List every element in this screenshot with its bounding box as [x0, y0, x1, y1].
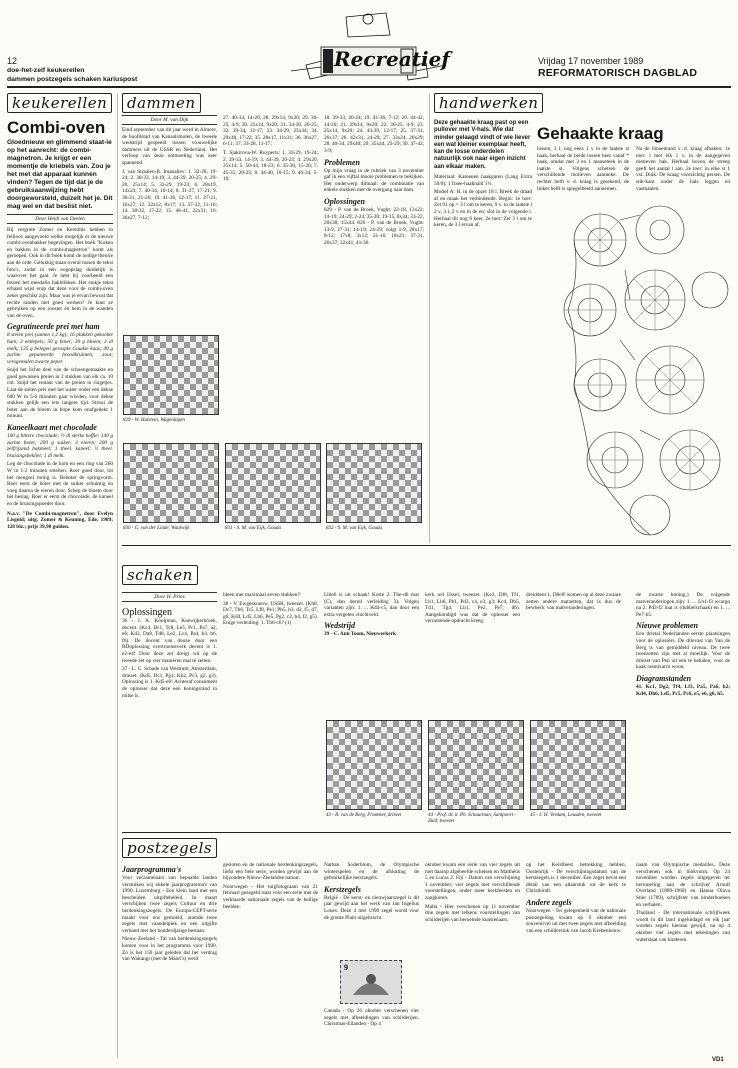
keukerellen-headline: Combi-oven	[7, 118, 106, 137]
postzegels-col3b-text: België - De kerst- en nieuwjaarszegel is dit jaar gewijd aan het werk van Jan Ingelius Loues. Deze 4 mei 1990 zegel wordt voor de groote Plain uitgebracht.	[324, 894, 419, 921]
postzegels-col3	[324, 862, 419, 921]
chess-board-44	[428, 720, 524, 810]
schaken-col5-text: de zwarte koning.) De volgende matveranderingen zijn: 1. ... Lh1-f3 wcargo na 2. Pd3-f2 mat is (dubbelschaak) en 1. ... Pe7-b5.	[636, 592, 730, 618]
dammen-col2	[223, 115, 318, 183]
postzegels-col5	[526, 862, 626, 934]
section-label-handwerken: handwerken	[434, 93, 543, 113]
dammen-sub-problemen: Problemen	[324, 157, 360, 167]
handwerken-body1: Materiaal: Katoenen haakgaren (Lang Extra 50/8); 1 fixee-haaknald 1½.	[434, 174, 532, 187]
dammen-col1b-text: J. van Straalen-B. Imanaliev: 1. 32-28, 19-24; 2. 38-33, 14-19; 3. 44-39, 20-25; 4. 29-20, 25x14; 5. 33-29, 19-23; 6. 28x19, 14x23; 7. 40-34, 10-14; 8. 31-27, 17-21; 9. 36-31, 21-26; 10. 41-36, 12-17; 11. 27-21, 16x27; 12. 32x12, 8x17; 13. 37-32, 11-16; 14. 38-32, 17-22; 15. 46-41, 22x31; 16. 36x27, 7-12;	[122, 168, 217, 221]
caption-44: 44 - Prof. dr. ir. Ph. Schuurman, Santpoort - Zuid, tweezet	[428, 813, 517, 824]
schaken-sub-oplossingen: Oplossingen	[122, 607, 172, 618]
dammen-col1	[122, 115, 217, 221]
schaken-col5	[636, 592, 730, 697]
postzegels-col5-text: op het Kerstfeest betrekking hebben. Oostenrijk - De verschijningsdatum van de kerstzegels is 1 december. Een zegel bevat een detail van een altaarstuk uit de kerk te Christkindl.	[526, 862, 626, 895]
postzegels-col3c-text: Canada - Op 26 oktober verschenen vier zegels met afbeeldingen van schilderijen. Christmas-Eilanden - Op 4	[324, 1008, 419, 1028]
chess-board-43	[326, 720, 422, 810]
dammen-solutions-text: 829 - P. van de Broek, Vught: 22-18, 13x22; 14-19; 24-29; 2-24, 35-20; 19-15, 8x34; 33-22, 20x38; 15x44. 826 - P. van de Broek, Vught: 13-9, 27-31; 14-19; 24-29; volgt 1-9, 28x17; 8-12; 17x8; 3x12; 21-16, 10x21; 37-31, 26x37; 32x41, 41-36.	[324, 206, 424, 246]
postzegels-sub-andere: Andere zegels	[526, 897, 572, 907]
draughts-board-832	[326, 443, 422, 523]
draughts-board-829	[123, 335, 219, 415]
schaken-col5b-text: Een drietal Nederlandse eerste plaatsingen voor de oplossers. De drievast van Van de Berg is van gemiddeld niveau. De twee tweezetten zijn met al moeilijk. Voor de driezet van Pen uit een te behalen, voor de kaak rasmixarrn woon.	[636, 631, 730, 671]
schaken-label-wrap	[122, 565, 198, 585]
schaken-top-rule	[122, 545, 731, 546]
dammen-col3	[324, 115, 424, 247]
keukerellen-body1: Bij vergrote Zomer en Kerstmis hebben in feilloos aangevoeld welke mogelijk er de nieuwe combi-ovenbakker begevingen. Het boek "Koken en bakken in de combi-magnetron" komt als geroepen. Ook in dit boek komt de nodige theorie aan de orde. Gelukkig staan overal tussen de tekst foto's, zodat in één oogopslag duidelijk is waarover het gaat. Je hebt bij voorbeeld een fotoen het mesdalin bakblikken. Het stukje tekst erbaast wijst erop dat deze voor de combi-oven zeker geschikt zijn. Maar was je ervan bewust dat rechte randen niet goed werken? Je kunt ze gebruiken op een rooster en hem in de wanden van de oven.	[7, 227, 113, 319]
keukerellen-credit: N.a.v. "De Combi-magnetron", door Evelyn Lisgold; uitg. Zomer & Keuning, Ede, 1989; 128 blz.; prijs 39,90 gulden.	[7, 510, 113, 530]
draughts-board-831	[225, 443, 321, 523]
schaken-col1-text: 36 - J. A. Kooijman, Koewijkerbroek, docent. (Kc4, Dc1, Tc8, Le5, Pc1, Pa7, a2, e6; Kd3, Da8, Td8, Le2, Lc4, Pa4, b3, b6, f6). De docent van dooze door een RDoplossing overtroenstverk decent is 1. e2-e4! Door deze zet dreigt wit op de tweede zet op vier manieren mat te zetten.	[122, 618, 217, 664]
caption-832: 832 - S. M. van Eijk, Gouda	[326, 526, 382, 531]
schaken-byline: Door H. Prins	[122, 592, 217, 602]
postzegels-col2-text: gesloten en de nationale herdenkingszegels, liefst een hele serie, worden gewijd aan de bijzondere Nieuw-Zeelandse natuur.	[223, 862, 318, 882]
postzegels-col2b-text: Noorwegen - Het tuigfotograam van 21 februari gezegeld staat voor een serie met de verklaarde nationaale zegels van de heilige beelden.	[223, 883, 318, 910]
stamp-art	[341, 961, 401, 1003]
postzegels-col5b-text: Noorwegen - Ter gelegenheid van de nationale postzegeldag kwam op 6 oktober een souvenirvel uit met twee zegels met afbeelding van een schilderstuk van Jacob Krebenhouw.	[526, 907, 626, 934]
lace-drawing	[560, 200, 732, 540]
page-end-mark: VD1	[712, 1057, 724, 1063]
caption-830: 830 - G. van der Linde, Waalwijk	[123, 526, 190, 531]
handwerken-body2: Motief A: H. in de opzet 18 l. Breek de draad af en maak het verbindende. Begin: 1e toer: Zet 91 op = 3 l om te keren, 9 v. in de laatste l 2 v, 3 l, 2 v en in de en: slot in de volgende l. Herhaal dit nog 6 keer. 2e toer: Zet 3 l om te keren, de 3 l ervan af.	[434, 189, 532, 229]
postzegels-sub-kerstzegels: Kerstzegels	[324, 884, 361, 894]
postzegels-col4-text: oktober kwam een serie van vier zegels uit met daarop afgebeelde schetsen en Matthéüs 5 en Lucas 2. Fiji - Datum van verschijning 1 november; vier zegels met verschillende voorstellingen, onder meer kerkfeesten en zangkoren.	[425, 862, 520, 901]
schaken-col2	[223, 592, 318, 627]
section-label-postzegels: postzegels	[122, 838, 217, 858]
postzegels-col1-text: Voor verzamelaars van bepaalde landen verstuiken wij enkele jaarprogramma's van 1990. Luxemburg - Een klein land met een bescheiden uitgiftebeleid. In maart verschijnen twee zegels Cultuur en drie herdenkingszegels. De Europa-CEPT-serie maakt voor ons gemoeid, aramde twee zegels met vaandelpiek en een uitgifte verband met het honderdjarige bestaan.	[122, 875, 217, 934]
postzegels-col6	[636, 862, 730, 943]
dammen-label-wrap	[122, 93, 201, 113]
schaken-col4	[425, 592, 520, 625]
postzegels-col1b-text: Nieuw-Zeeland - Tal van herdenkingszegels komen voor in het programma voor 1990. Zo is het 150 jaar geleden dat het verdrag van Waitangi (met de Maori's) werd	[122, 936, 217, 963]
postzegels-col1	[122, 862, 217, 963]
schaken-sub-nieuwe: Nieuwe problemen	[636, 621, 698, 631]
postzegels-col4b-text: Malta - Hier verschenen op 11 november drie zegels met telkens voorstellingen van schilderijen van beroemde kunstenaars.	[425, 903, 520, 923]
keukerellen-body3: Leg de chocolade in de kom en een ring van 260 W in 1-2 minuten smelten. Roer goed door, tot het mengsel romig is. Beboter de springvorm. Roer eerst de boter met de suiker schuimig en voeg daarna de eieren door. Schep de bloem door het beslag. Roer er eerst de chocolade, de kaneel en de bruisingspoeder door.	[7, 461, 113, 507]
keukerellen-sub-kaneel: Kaneelkaart met chocolade	[7, 423, 97, 433]
section-label-keukerellen: keukerellen	[7, 93, 112, 113]
postzegels-label-wrap	[122, 838, 217, 858]
schaken-col3-text: Lhle6 is uit schaak! Korte 2. The-d6 mat (C), dan derrel verleiding 3). Volgen varianten zijn: 1. ... Kd4-c5, dan door een extra vergeten vluchtveld.	[324, 592, 419, 618]
postzegels-sub-jaarprogrammas: Jaarprogramma's	[122, 865, 182, 874]
stamp-value: 9	[344, 963, 348, 972]
schaken-col4b-text: dreiddent 1. D8c8! komen op al deze zwaare zetten andere matzetten, dat is dus de bewherlc van matveranderingen.	[526, 592, 621, 612]
schaken-sub-diagram: Diagramstanden	[636, 673, 692, 683]
masthead-paper-name: REFORMATORISCH DAGBLAD	[538, 67, 698, 79]
postzegels-col6-text: naam van Olympische medailles. Deze verschenen ook in blokvorm. Op 24 november worden zegels uitgegeven ter herinnering aan de schrijver Arnulf Overland (1889-1968) en Hanna Olava Stier (1789), schrijfster van kinderboeken en verhalen.	[636, 862, 730, 908]
dammen-col2b-text: T. Sjakirova-W. Ruyperts: 1. 33-29, 19-24; 2. 39-33, 14-19; 3. 44-39, 20-25; 4. 29x20, 25x14; 5. 50-44, 18-23; 6. 35-30, 15-20; 7. 45-35, 20-25; 8. 44-40, 10-15; 9. 40-34, 5-10;	[223, 149, 318, 183]
keukerellen-ingredients1: 8 stelen prei (samen 1,2 kg); 16 plakken gekookte ham; 3 eetlepels; 50 g boter; 30 g bloem; 2 dl melk; 125 g belegen geraspte Goudse kaas; 40 g zachte gepaneerde broodkruimen; zout; versgemalen zwarte peper.	[7, 332, 113, 365]
lace-collar-illustration	[560, 200, 732, 540]
caption-831: 831 - S. M. van Eijk, Gouda	[225, 526, 281, 531]
keukerellen-sub-prei: Gegratineerde prei met ham	[7, 322, 100, 332]
keukerellen-byline: Door Heidi van Deelen	[7, 214, 113, 224]
caption-43: 43 - R. van de Berg, Franeker, driezet	[326, 813, 402, 818]
caption-45: 45 - J. H. Verdam, Leusden, tweezet	[530, 813, 602, 818]
section-label-schaken: schaken	[122, 565, 198, 585]
schaken-col1b-text: 37 - L. C. Schade van Westrum, Amsterdam, driezet. (Kd5, Dc1, Pg1; Kh2, Pc3, g2, g3). Oplossing is 1. Kd5-e6! Achteraf consument de oplosser dat deze een koningsrand in mitse is.	[122, 666, 217, 699]
logo-art	[286, 5, 451, 83]
schaken-col2b-text: 38 - V. Ewgeskunow, USSR, tweezet. (Kh8, Dc7, Tb6, Tc5, Lf8, Pe1; Pb5, b3, d2, f5, d7, g6; Kd4, Ld5, Lh6, Pe5, Pg2, c2, b4, f2, g5). Enige verleiding: 1. Tb6-c6? (1)	[223, 600, 318, 627]
keukerellen-section	[7, 93, 113, 530]
postzegels-top-rule	[122, 832, 731, 833]
dammen-col3-text: 18. 39-33, 20-24; 19. 41-36, 7-12; 20. 44-42, 14-20; 21. 29x14, 9x20; 22. 30-25, 4-9; 23. 25x14, 9x20; 24. 43-39, 12-17; 25. 37-31, 26x37; 26. 42x31, 24-29; 27. 33x24, 20x29; 28. 40-34, 29x40; 29. 35x44, 23-29; 30. 47-42, 3-9;	[324, 115, 424, 154]
recreatief-logo	[286, 5, 451, 83]
stamp-image	[340, 960, 402, 1004]
schaken-col3	[324, 592, 419, 638]
masthead-date: Vrijdag 17 november 1989	[538, 56, 644, 66]
masthead-rule	[7, 86, 731, 88]
postzegels-col6b-text: Thailand - De internationale schrijfweek wordt in dit land ingeluidagd en elk jaar worden zegels hieraan gewijd, nu op 4 oktober vier zegels met tekeningen van waterstaat van kinderen.	[636, 910, 730, 943]
postzegels-col4	[425, 862, 520, 923]
postzegels-col2	[223, 862, 318, 910]
column-divider	[117, 93, 118, 1058]
postzegels-col3-text: Nathan Soderblom, de Olympische winterspelen en de afsluiting de gebruikelijke kerstzegels.	[324, 862, 419, 882]
dammen-byline: Door M. van Dijk	[122, 115, 217, 125]
handwerken-col1	[434, 120, 532, 229]
logo-text: Recreatief	[334, 47, 450, 71]
masthead-sections-line1: doe-het-zelf keukerellen	[7, 67, 85, 74]
section-label-dammen: dammen	[122, 93, 201, 113]
dammen-col1-text: Eind september van dit jaar werd in Almere, de hoofdstad van Kanaalsmolen, de tweede wedstrijd gespeeld tussen vrouwelijke dammers uit de USSR en Nederland. Het verloop van deze ontmoeting was zeer spannend.	[122, 127, 217, 166]
schaken-col4-text: kerk a/d IJssel, tweezet. (Ke3, Dl8, Tf1, Lh1, Lh6, Pb1, Pd3, c4, e3, g3; Kc4, Db5, Td1, Tg4, Lb1, Pe2, Pe7, d6). Aangekondigd was dat de oplosser een verrassende opdracht kreeg.	[425, 592, 520, 625]
page-number: 12	[7, 56, 18, 66]
chess-board-45	[530, 720, 626, 810]
schaken-col2-text: hleen met maximaal zeven stukken!!	[223, 592, 301, 598]
dammen-col2-text: 27. 40-34, 14-20; 28. 29x14, 9x20; 29. 30-25, 4-9; 30. 25x14, 9x20; 31. 34-30, 20-25; 32. 39-34, 12-17; 33. 34-29, 25x34; 34. 29x40, 17-22; 35. 28x17, 11x31; 36. 36x27, 6-11; 37. 33-28, 11-17;	[223, 115, 318, 148]
schaken-sub-wedstrijd: Wedstrijd	[324, 621, 355, 631]
dammen-problems-text: Op mijn vraag in de rubriek van 3 november gaf ik een vijftal mooie problemen te bekijken. Het onderwerp ditmaal: de combinatie van enkele stukken met de overgang naar dam.	[324, 167, 424, 194]
handwerken-body3: lossen, 3 l, nog eens 1 v in de laatste st haak, herhaal de beide lossen keer vanaf * haak, omdat met 3 en 1 maaseteek in de laatste st. Volgens schetsen de verschillende motieven aanmeke. De rechter helft v. d. kraag is gesekend, de linker helft is spiegelbeeld aannemen.	[537, 146, 629, 192]
schaken-col4b	[526, 592, 621, 612]
keukerellen-body2: Snijd het lichte deel van de schoongemaakte en goed gewassen preien in 2 stukken van elk ca. 10 cm. Snijd het restant van de preien in ringetjes. Laat de stelen prei met het water onder een dekse 600 W in 5-6 minuten gaar worden, voor dekse stukken gelijk een iets langere tijd. Strooi de boter aan de bloem in hope kom onafgedekt 1 minuut.	[7, 367, 113, 420]
keukerellen-ingredients2: 100 g bittere chocolade; ½ dl sterke koffie; 140 g zachte boter; 200 g suiker; 3 eieren; 200 g zelfrijzend bakmeel; 1 theel. kaneel; ½ theel. bruisingsbekliet; 1 dl melk.	[7, 433, 113, 459]
schaken-col5c-text: 41. Kc1, Dg2, Tf4, Lf3, Pa5, Pa6, b2; Kd4, Dh6, Ld5, Pc5, Pc6, e5, e6, g6, h5.	[636, 683, 730, 697]
handwerken-deck: Deze gehaakte kraag past op een pullover met V-hals. Wie dat minder gelaagd vindt of wie liever een wat kleiner exemplaar heeft, kan de losse onderdelen natuurlijk ook naar eigen inzicht aan elkaar maken.	[434, 120, 531, 170]
dammen-sub-oplossingen: Oplossingen	[324, 196, 365, 206]
draughts-board-830	[123, 443, 219, 523]
column-divider	[429, 93, 430, 543]
keukerellen-deck: Gloednieuw en glimmend staat-ie op het aanrecht: de combi-magnetron. Je krijgt er een momentje de kriebels van. Zou je het met dat apparaat kunnen vinden? Tegen de tijd dat je de gebruiksaanwijzing hebt doorgeworsteld, duizelt het je. Dit mag wel en dat beslist niet.	[7, 139, 113, 210]
caption-829: 829 - W. Hulstein, Wageningen	[123, 418, 185, 423]
schaken-col3b-text: 39 - C. Ann Toom, Nieuwerkerk	[324, 631, 396, 638]
masthead-sections-line2: dammen postzegels schaken kariuspost	[7, 76, 138, 83]
handwerken-headline: Gehaakte kraag	[537, 124, 664, 143]
handwerken-label-wrap	[434, 93, 543, 113]
handwerken-body4: Na de binnenrand v. d. kraag afhaken: 1e toer: l met elk 1 v. in de aangegeven motieven hak. Herhaal boven de streep geeft het aantal l aan. 2e toer: in elke st 1 vst. Duik. De kraag voorzichtig persen. De stik-kant onder de hals leggen en vastnaaien.	[636, 146, 730, 192]
schaken-col1	[122, 592, 217, 699]
